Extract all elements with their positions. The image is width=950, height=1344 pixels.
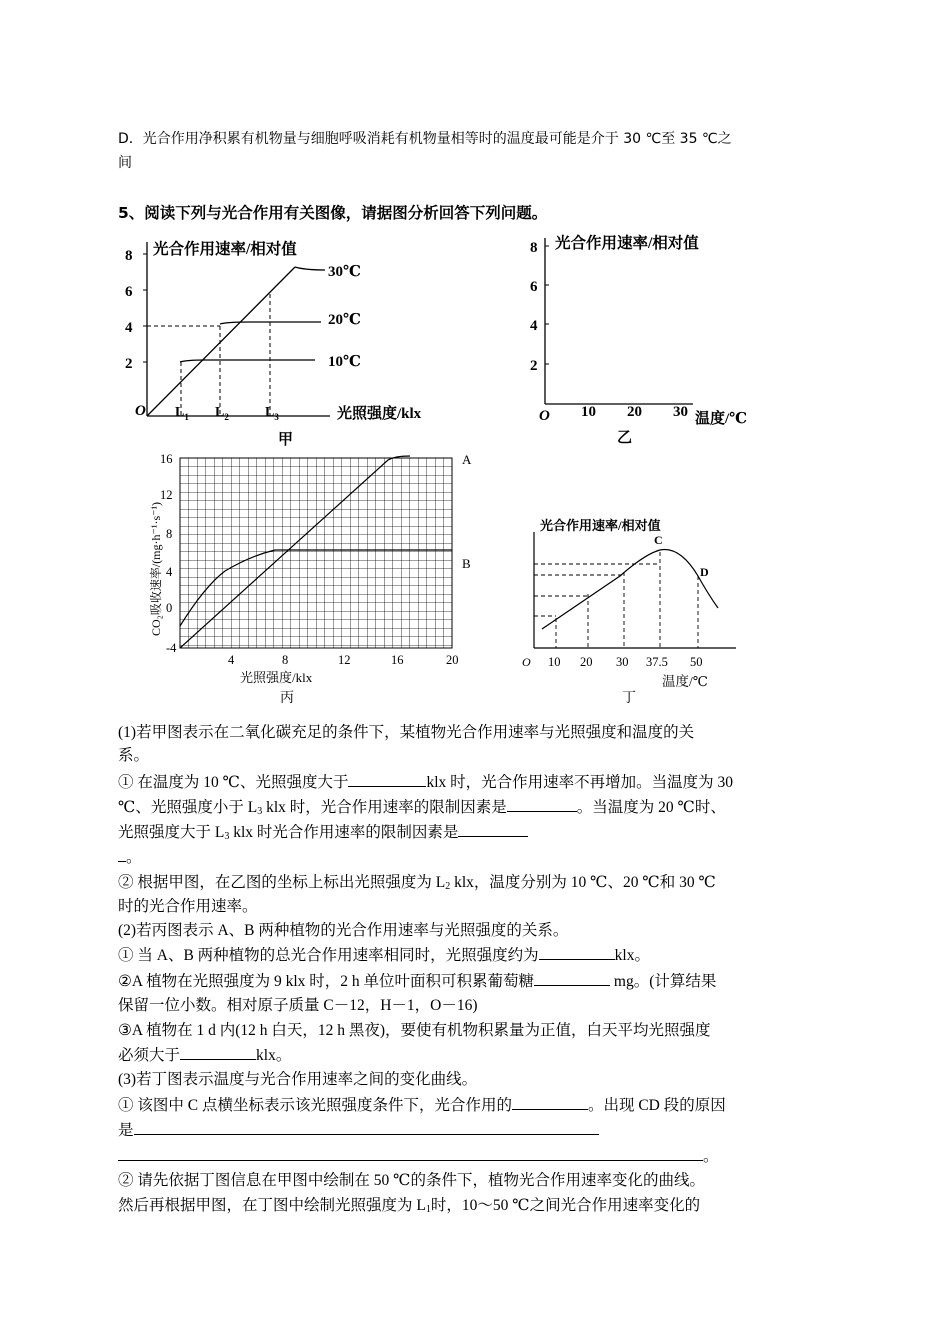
- bing-xtick: 20: [446, 653, 459, 667]
- ding-label-C: C: [654, 533, 663, 547]
- ding-xtick: 10: [548, 655, 561, 669]
- jia-xlabel: 光照强度/klx: [337, 406, 422, 422]
- yi-ytick: 2: [530, 358, 538, 374]
- bing-ytick: 12: [160, 488, 173, 502]
- jia-xtick-L1: $L_1$: [175, 405, 189, 422]
- jia-label-20: 20℃: [328, 312, 361, 328]
- blank-3-2-cont[interactable]: [118, 1145, 703, 1161]
- ding-xtick: 50: [690, 655, 703, 669]
- part3-line3: 是: [118, 1119, 599, 1142]
- question-5-heading: 5、阅读下列与光合作用有关图像，请据图分析回答下列问题。: [118, 204, 548, 222]
- jia-ylabel: 光合作用速率/相对值: [153, 241, 297, 258]
- bing-xtick: 8: [282, 653, 289, 667]
- jia-xtick-L3: $L_3$: [265, 405, 279, 422]
- part3-line2: ① 该图中 C 点横坐标表示该光照强度条件下，光合作用的 。出现 CD 段的原因: [118, 1094, 726, 1117]
- bing-grid: [180, 458, 452, 648]
- figure-jia: [115, 232, 475, 450]
- blank-2-2[interactable]: [534, 970, 610, 986]
- jia-curve-30: [295, 267, 325, 270]
- ding-origin: O: [522, 655, 531, 669]
- ding-xtick: 37.5: [646, 655, 668, 669]
- bing-ytick: 4: [166, 565, 173, 579]
- part2-line6: 必须大于 klx。: [118, 1044, 291, 1067]
- part2-line4: 保留一位小数。相对原子质量 C－12，H－1，O－16): [118, 997, 478, 1014]
- figure-yi: [525, 228, 785, 450]
- yi-ytick: 6: [530, 279, 538, 295]
- blank-1-1[interactable]: [348, 771, 426, 787]
- option-d-line2: 间: [118, 155, 132, 171]
- option-d-line1: D．光合作用净积累有机物量与细胞呼吸消耗有机物量相等时的温度最可能是介于 30 ℃至 35 ℃之: [118, 131, 732, 147]
- yi-ylabel: 光合作用速率/相对值: [555, 235, 699, 252]
- bing-label-B: B: [462, 556, 471, 571]
- jia-ytick: 6: [125, 284, 133, 300]
- jia-ytick: 8: [125, 248, 133, 264]
- bing-xtick: 16: [391, 653, 404, 667]
- part3-line6: 然后再根据甲图，在丁图中绘制光照强度为 $L_1$时，10～50 ℃之间光合作用速率变化的: [118, 1197, 701, 1215]
- part3-line5: ② 请先依据丁图信息在甲图中绘制在 50 ℃的条件下，植物光合作用速率变化的曲线。: [118, 1172, 705, 1189]
- blank-3-1[interactable]: [512, 1094, 588, 1110]
- part2-line5: ③A 植物在 1 d 内(12 h 白天，12 h 黑夜)，要使有机物积累量为正值，白天平均光照强度: [118, 1022, 711, 1039]
- yi-xtick: 10: [581, 404, 596, 420]
- ding-xlabel: 温度/℃: [662, 674, 708, 689]
- part3-line1: (3)若丁图表示温度与光合作用速率之间的变化曲线。: [118, 1071, 478, 1088]
- ding-label-D: D: [700, 565, 709, 579]
- blank-3-2[interactable]: [134, 1119, 599, 1135]
- jia-xtick-L2: $L_2$: [215, 405, 229, 422]
- blank-2-3[interactable]: [180, 1044, 256, 1060]
- part1-line8: 时的光合作用速率。: [118, 898, 258, 915]
- blank-1-2[interactable]: [507, 796, 577, 812]
- part1-line1: (1)若甲图表示在二氧化碳充足的条件下，某植物光合作用速率与光照强度和温度的关: [118, 724, 695, 741]
- part1-line6: 。: [118, 846, 142, 869]
- bing-xlabel: 光照强度/klx: [240, 670, 313, 685]
- bing-xtick: 4: [228, 653, 235, 667]
- part1-line3: ① 在温度为 10 ℃、光照强度大于 klx 时，光合作用速率不再增加。当温度为 30: [118, 771, 733, 794]
- part1-line5: 光照强度大于 $L_3$ klx 时光合作用速率的限制因素是: [118, 821, 528, 844]
- yi-caption: 乙: [617, 430, 633, 446]
- yi-xtick: 30: [673, 404, 688, 420]
- blank-1-3-cont[interactable]: [118, 846, 126, 862]
- blank-1-3[interactable]: [458, 821, 528, 837]
- ding-caption: 丁: [622, 691, 636, 706]
- jia-caption: 甲: [278, 432, 294, 448]
- ding-xtick: 30: [616, 655, 629, 669]
- part1-line7: ② 根据甲图，在乙图的坐标上标出光照强度为 $L_2$ klx，温度分别为 10 ℃、20 ℃和 30 ℃: [118, 874, 716, 892]
- yi-ytick: 4: [530, 318, 538, 334]
- yi-ytick: 8: [530, 240, 538, 256]
- part2-line2: ① 当 A、B 两种植物的总光合作用速率相同时，光照强度约为 klx。: [118, 944, 650, 967]
- part1-line4: ℃、光照强度小于 $L_3$ klx 时，光合作用速率的限制因素是 。当温度为 20 ℃时、: [118, 796, 726, 819]
- figure-bing: [110, 446, 490, 708]
- ding-curve: [542, 550, 718, 629]
- jia-ytick: 2: [125, 356, 133, 372]
- bing-label-A: A: [462, 452, 472, 467]
- bing-xtick: 12: [338, 653, 351, 667]
- bing-caption: 丙: [280, 691, 294, 706]
- yi-origin: O: [539, 408, 550, 424]
- bing-ylabel: CO₂吸收速率/(mg·h⁻¹·s⁻¹): [149, 501, 163, 636]
- jia-diagonal: [147, 267, 295, 416]
- part3-line4: 。: [118, 1145, 719, 1168]
- jia-label-10: 10℃: [328, 354, 361, 370]
- yi-xlabel: 温度/℃: [695, 411, 748, 427]
- part2-line3: ②A 植物在光照强度为 9 klx 时，2 h 单位叶面积可积累葡萄糖 mg。(计算结果: [118, 970, 716, 993]
- bing-ytick: 8: [166, 527, 173, 541]
- ding-ylabel: 光合作用速率/相对值: [540, 518, 661, 533]
- yi-xtick: 20: [627, 404, 642, 420]
- figure-ding: [520, 514, 790, 714]
- part2-line1: (2)若丙图表示 A、B 两种植物的光合作用速率与光照强度的关系。: [118, 922, 569, 939]
- ding-xtick: 20: [580, 655, 593, 669]
- jia-origin: O: [135, 403, 146, 419]
- blank-2-1[interactable]: [539, 944, 615, 960]
- part1-line2: 系。: [118, 747, 150, 764]
- bing-ytick: 0: [166, 601, 173, 615]
- bing-ytick: -4: [166, 641, 177, 655]
- jia-label-30: 30℃: [328, 264, 361, 280]
- bing-ytick: 16: [160, 452, 173, 466]
- jia-ytick: 4: [125, 320, 133, 336]
